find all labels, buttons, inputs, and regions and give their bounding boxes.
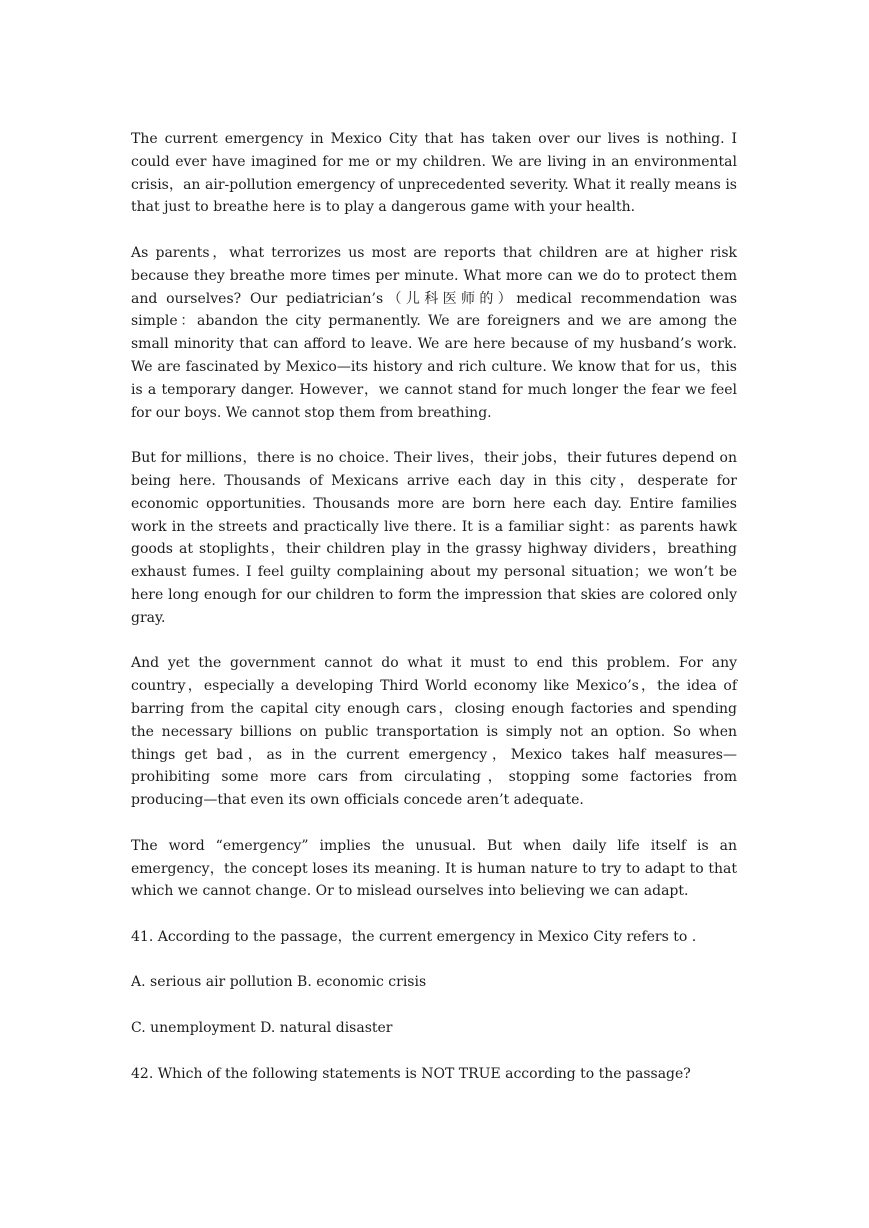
question-41-options-cd: C. unemployment D. natural disaster [131, 1020, 393, 1037]
reading-passage [131, 128, 737, 903]
question-41-options-ab: A. serious air pollution B. economic crisis [131, 974, 427, 991]
passage-paragraph-1: The current emergency in Mexico City that has taken over our lives is nothing. I could ever have imagined for me or my children. We are living in an environmental crisis，an air-pollution emergency of unprecedented severity. What it really means is that just to breathe here is to play a dangerous game with your health. [131, 131, 737, 216]
passage-paragraph-5: The word “emergency” implies the unusual. But when daily life itself is an emergency，the concept loses its meaning. It is human nature to try to adapt to that which we cannot change. Or to mislead ourselves into believing we can adapt. [131, 837, 737, 900]
question-42-stem: 42. Which of the following statements is NOT TRUE according to the passage? [131, 1065, 691, 1082]
question-section [131, 926, 737, 1086]
question-41-stem: 41. According to the passage，the current emergency in Mexico City refers to . [131, 928, 697, 945]
passage-paragraph-3: But for millions，there is no choice. Their lives，their jobs，their futures depend on being here. Thousands of Mexicans arrive each day in this city，desperate for economic opportunities. Thousands more are born here each day. Entire families work in the streets and practically live there. It is a familiar sight：as parents hawk goods at stoplights，their children play in the grassy highway dividers，breathing exhaust fumes. I feel guilty complaining about my personal situation；we won’t be here long enough for our children to form the impression that skies are colored only gray. [131, 450, 737, 626]
passage-paragraph-2: As parents，what terrorizes us most are reports that children are at higher risk because they breathe more times per minute. What more can we do to protect them and ourselves? Our pediatrician’s（儿科医师的）medical recommendation was simple：abandon the city permanently. We are foreigners and we are among the small minority that can afford to leave. We are here because of my husband’s work. We are fascinated by Mexico—its history and rich culture. We know that for us，this is a temporary danger. However，we cannot stand for much longer the fear we feel for our boys. We cannot stop them from breathing. [131, 244, 737, 421]
passage-paragraph-4: And yet the government cannot do what it must to end this problem. For any country，especially a developing Third World economy like Mexico’s，the idea of barring from the capital city enough cars，closing enough factories and spending the necessary billions on public transportation is simply not an option. So when things get bad，as in the current emergency，Mexico takes half measures—prohibiting some more cars from circulating，stopping some factories from producing—that even its own officials concede aren’t adequate. [131, 655, 737, 809]
document-page [131, 128, 737, 1108]
